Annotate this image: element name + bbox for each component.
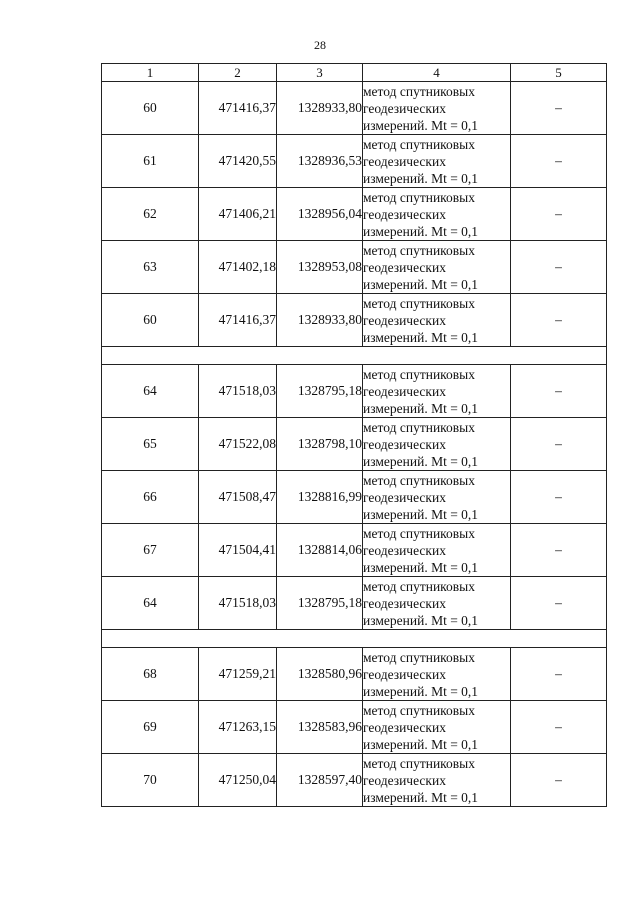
method-text-line: метод спутниковых [363,136,475,152]
x-coordinate-cell: 471508,47 [199,471,277,524]
method-text-line: метод спутниковых [363,702,475,718]
y-coordinate-cell: 1328583,96 [277,701,363,754]
separator-cell [102,630,607,648]
table-row [102,524,607,577]
method-cell [363,418,511,471]
method-text-line: геодезических [363,542,446,558]
method-text-line: геодезических [363,719,446,735]
method-text-line: геодезических [363,489,446,505]
method-text-line: геодезических [363,595,446,611]
table-row [102,471,607,524]
point-number-cell: 60 [102,294,199,347]
method-text-line: измерений. Mt = 0,1 [363,789,479,805]
method-text-line: измерений. Mt = 0,1 [363,453,479,469]
note-cell: – [511,135,607,188]
note-cell: – [511,294,607,347]
column-header-1: 1 [102,64,199,82]
x-coordinate-cell: 471263,15 [199,701,277,754]
coordinates-table [101,63,607,807]
table-row [102,754,607,807]
y-coordinate-cell: 1328953,08 [277,241,363,294]
method-cell [363,471,511,524]
x-coordinate-cell: 471518,03 [199,577,277,630]
method-text-line: измерений. Mt = 0,1 [363,683,479,699]
y-coordinate-cell: 1328795,18 [277,577,363,630]
column-header-4: 4 [363,64,511,82]
table-row [102,418,607,471]
method-cell [363,754,511,807]
note-cell: – [511,365,607,418]
note-cell: – [511,471,607,524]
point-number-cell: 60 [102,82,199,135]
method-text-line: измерений. Mt = 0,1 [363,559,479,575]
y-coordinate-cell: 1328795,18 [277,365,363,418]
group-separator-row [102,347,607,365]
method-cell [363,701,511,754]
group-separator-row [102,630,607,648]
method-text-line: измерений. Mt = 0,1 [363,329,479,345]
x-coordinate-cell: 471522,08 [199,418,277,471]
method-cell [363,648,511,701]
table-row [102,294,607,347]
method-text-line: измерений. Mt = 0,1 [363,736,479,752]
x-coordinate-cell: 471402,18 [199,241,277,294]
method-text-line: измерений. Mt = 0,1 [363,612,479,628]
point-number-cell: 64 [102,365,199,418]
method-text-line: измерений. Mt = 0,1 [363,170,479,186]
point-number-cell: 62 [102,188,199,241]
note-cell: – [511,648,607,701]
table-row [102,648,607,701]
y-coordinate-cell: 1328597,40 [277,754,363,807]
method-text-line: метод спутниковых [363,525,475,541]
x-coordinate-cell: 471406,21 [199,188,277,241]
table-row [102,577,607,630]
point-number-cell: 68 [102,648,199,701]
method-text-line: метод спутниковых [363,755,475,771]
column-header-3: 3 [277,64,363,82]
method-cell [363,294,511,347]
note-cell: – [511,524,607,577]
method-text-line: метод спутниковых [363,366,475,382]
point-number-cell: 69 [102,701,199,754]
y-coordinate-cell: 1328798,10 [277,418,363,471]
method-cell [363,577,511,630]
note-cell: – [511,82,607,135]
table-row [102,135,607,188]
y-coordinate-cell: 1328933,80 [277,82,363,135]
table-row [102,82,607,135]
method-cell [363,82,511,135]
method-text-line: метод спутниковых [363,295,475,311]
method-text-line: геодезических [363,666,446,682]
y-coordinate-cell: 1328816,99 [277,471,363,524]
note-cell: – [511,701,607,754]
column-header-2: 2 [199,64,277,82]
method-text-line: геодезических [363,436,446,452]
x-coordinate-cell: 471259,21 [199,648,277,701]
method-text-line: геодезических [363,100,446,116]
method-text-line: геодезических [363,153,446,169]
x-coordinate-cell: 471504,41 [199,524,277,577]
table-body [102,82,607,807]
point-number-cell: 61 [102,135,199,188]
table-row [102,188,607,241]
x-coordinate-cell: 471416,37 [199,294,277,347]
method-text-line: измерений. Mt = 0,1 [363,400,479,416]
note-cell: – [511,754,607,807]
x-coordinate-cell: 471416,37 [199,82,277,135]
method-text-line: метод спутниковых [363,189,475,205]
x-coordinate-cell: 471518,03 [199,365,277,418]
method-cell [363,241,511,294]
method-text-line: метод спутниковых [363,472,475,488]
y-coordinate-cell: 1328936,53 [277,135,363,188]
separator-cell [102,347,607,365]
y-coordinate-cell: 1328933,80 [277,294,363,347]
method-text-line: метод спутниковых [363,242,475,258]
method-text-line: измерений. Mt = 0,1 [363,506,479,522]
method-text-line: метод спутниковых [363,83,475,99]
method-text-line: геодезических [363,206,446,222]
y-coordinate-cell: 1328814,06 [277,524,363,577]
method-text-line: метод спутниковых [363,649,475,665]
point-number-cell: 65 [102,418,199,471]
method-cell [363,524,511,577]
point-number-cell: 63 [102,241,199,294]
x-coordinate-cell: 471250,04 [199,754,277,807]
method-text-line: геодезических [363,312,446,328]
method-text-line: метод спутниковых [363,419,475,435]
method-text-line: геодезических [363,259,446,275]
page-number: 28 [314,38,326,52]
method-text-line: геодезических [363,772,446,788]
point-number-cell: 66 [102,471,199,524]
method-cell [363,135,511,188]
method-text-line: измерений. Mt = 0,1 [363,117,479,133]
method-text-line: измерений. Mt = 0,1 [363,276,479,292]
table-row [102,365,607,418]
point-number-cell: 67 [102,524,199,577]
y-coordinate-cell: 1328956,04 [277,188,363,241]
header-row [102,64,607,82]
table-row [102,241,607,294]
method-cell [363,365,511,418]
note-cell: – [511,418,607,471]
column-header-5: 5 [511,64,607,82]
method-text-line: геодезических [363,383,446,399]
method-cell [363,188,511,241]
y-coordinate-cell: 1328580,96 [277,648,363,701]
point-number-cell: 64 [102,577,199,630]
method-text-line: метод спутниковых [363,578,475,594]
note-cell: – [511,577,607,630]
method-text-line: измерений. Mt = 0,1 [363,223,479,239]
note-cell: – [511,188,607,241]
point-number-cell: 70 [102,754,199,807]
table-row [102,701,607,754]
x-coordinate-cell: 471420,55 [199,135,277,188]
note-cell: – [511,241,607,294]
